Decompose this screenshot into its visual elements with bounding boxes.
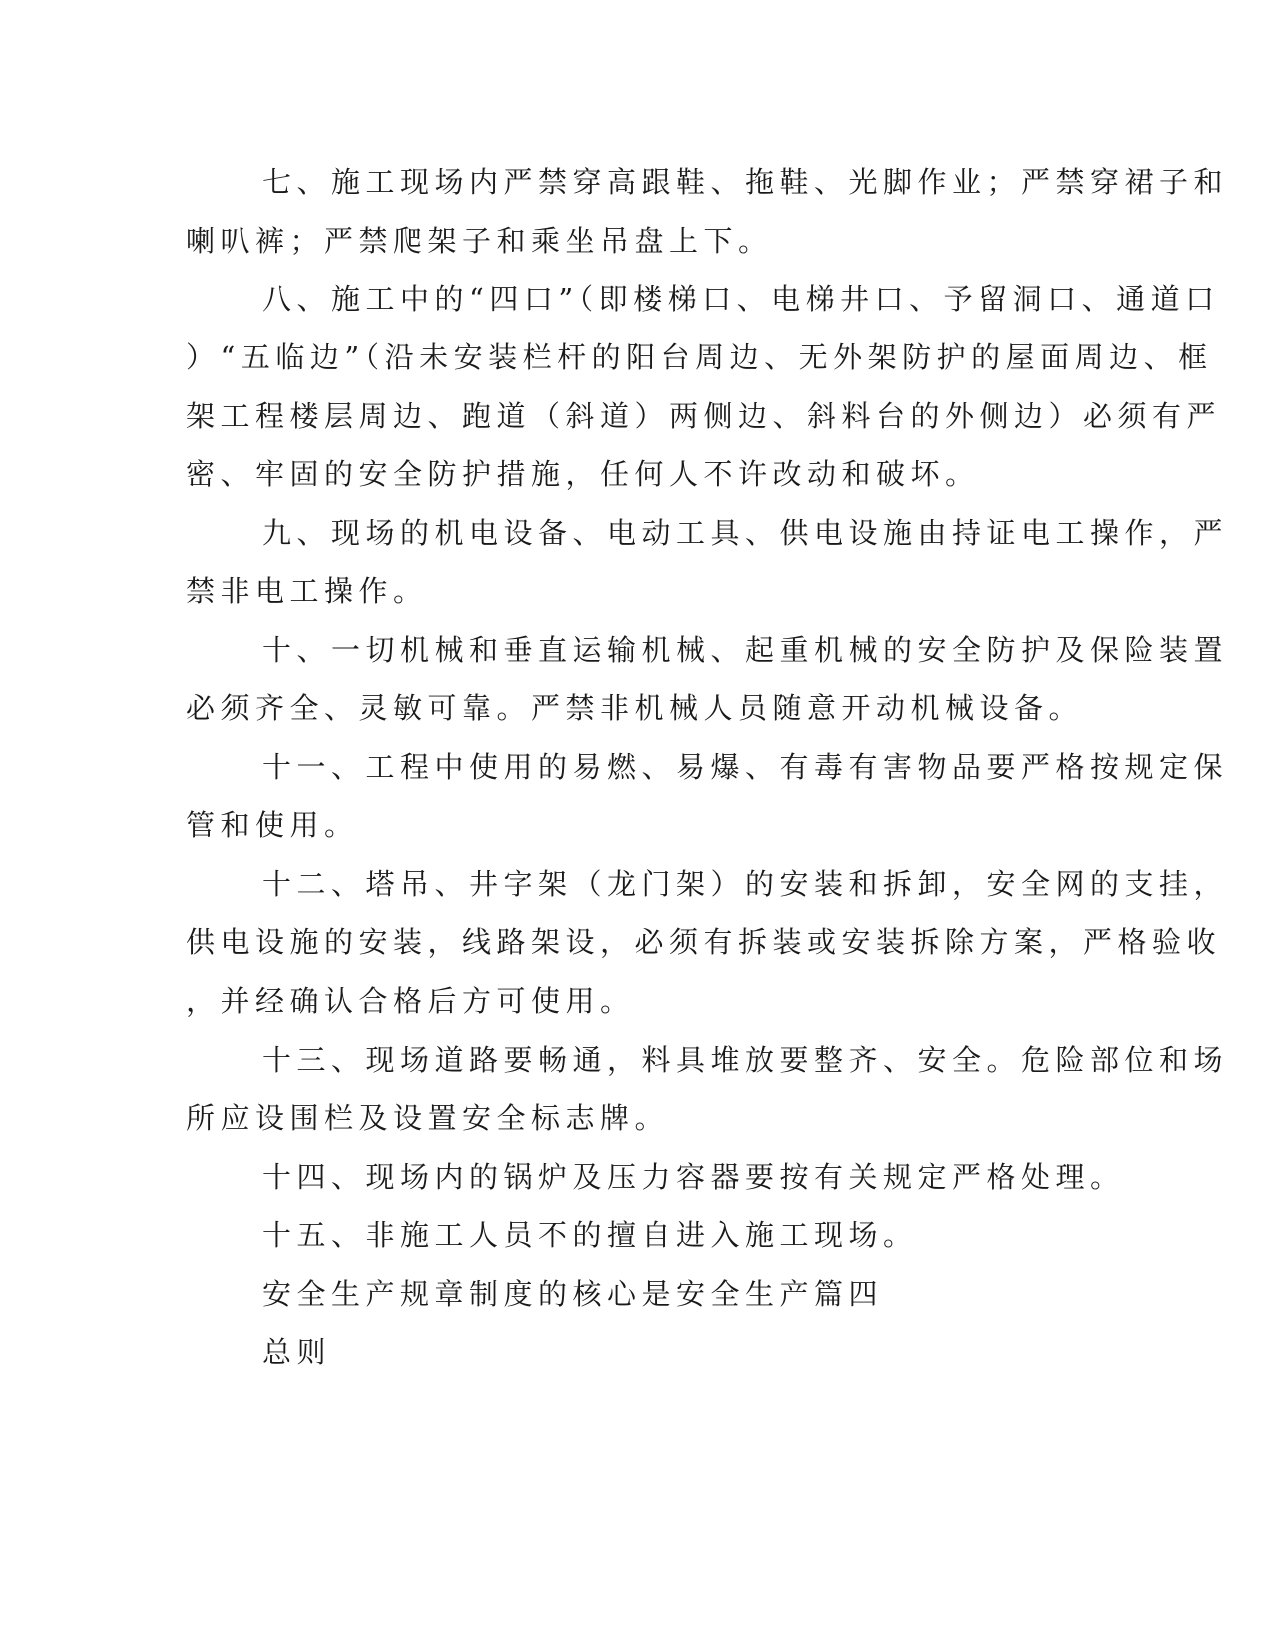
paragraph-12-line-1: 十二、塔吊、井字架（龙门架）的安装和拆卸，安全网的支挂， xyxy=(262,867,1229,901)
paragraph-8-line-3: 架工程楼层周边、跑道（斜道）两侧边、斜料台的外侧边）必须有严 xyxy=(186,399,1222,433)
general-provisions-heading: 总则 xyxy=(262,1335,332,1369)
paragraph-8-line-4: 密、牢固的安全防护措施，任何人不许改动和破坏。 xyxy=(186,457,980,491)
paragraph-11-line-2: 管和使用。 xyxy=(186,808,359,842)
paragraph-9-line-1: 九、现场的机电设备、电动工具、供电设施由持证电工操作，严 xyxy=(262,516,1229,550)
paragraph-12-line-3: ，并经确认合格后方可使用。 xyxy=(186,984,635,1018)
paragraph-10-line-2: 必须齐全、灵敏可靠。严禁非机械人员随意开动机械设备。 xyxy=(186,691,1084,725)
paragraph-13-line-1: 十三、现场道路要畅通，料具堆放要整齐、安全。危险部位和场 xyxy=(262,1043,1229,1077)
paragraph-14: 十四、现场内的锅炉及压力容器要按有关规定严格处理。 xyxy=(262,1160,1125,1194)
paragraph-12-line-2: 供电设施的安装，线路架设，必须有拆装或安装拆除方案，严格验收 xyxy=(186,925,1222,959)
paragraph-7-line-1: 七、施工现场内严禁穿高跟鞋、拖鞋、光脚作业；严禁穿裙子和 xyxy=(262,165,1229,199)
section-heading: 安全生产规章制度的核心是安全生产篇四 xyxy=(262,1277,884,1311)
paragraph-11-line-1: 十一、工程中使用的易燃、易爆、有毒有害物品要严格按规定保 xyxy=(262,750,1229,784)
paragraph-8-line-1: 八、施工中的“四口”（即楼梯口、电梯井口、予留洞口、通道口 xyxy=(262,282,1220,316)
paragraph-8-line-2: ）“五临边”（沿未安装栏杆的阳台周边、无外架防护的屋面周边、框 xyxy=(186,340,1213,374)
paragraph-10-line-1: 十、一切机械和垂直运输机械、起重机械的安全防护及保险装置 xyxy=(262,633,1229,667)
paragraph-7-line-2: 喇叭裤；严禁爬架子和乘坐吊盘上下。 xyxy=(186,224,773,258)
paragraph-9-line-2: 禁非电工操作。 xyxy=(186,574,428,608)
paragraph-13-line-2: 所应设围栏及设置安全标志牌。 xyxy=(186,1101,670,1135)
paragraph-15: 十五、非施工人员不的擅自进入施工现场。 xyxy=(262,1218,918,1252)
